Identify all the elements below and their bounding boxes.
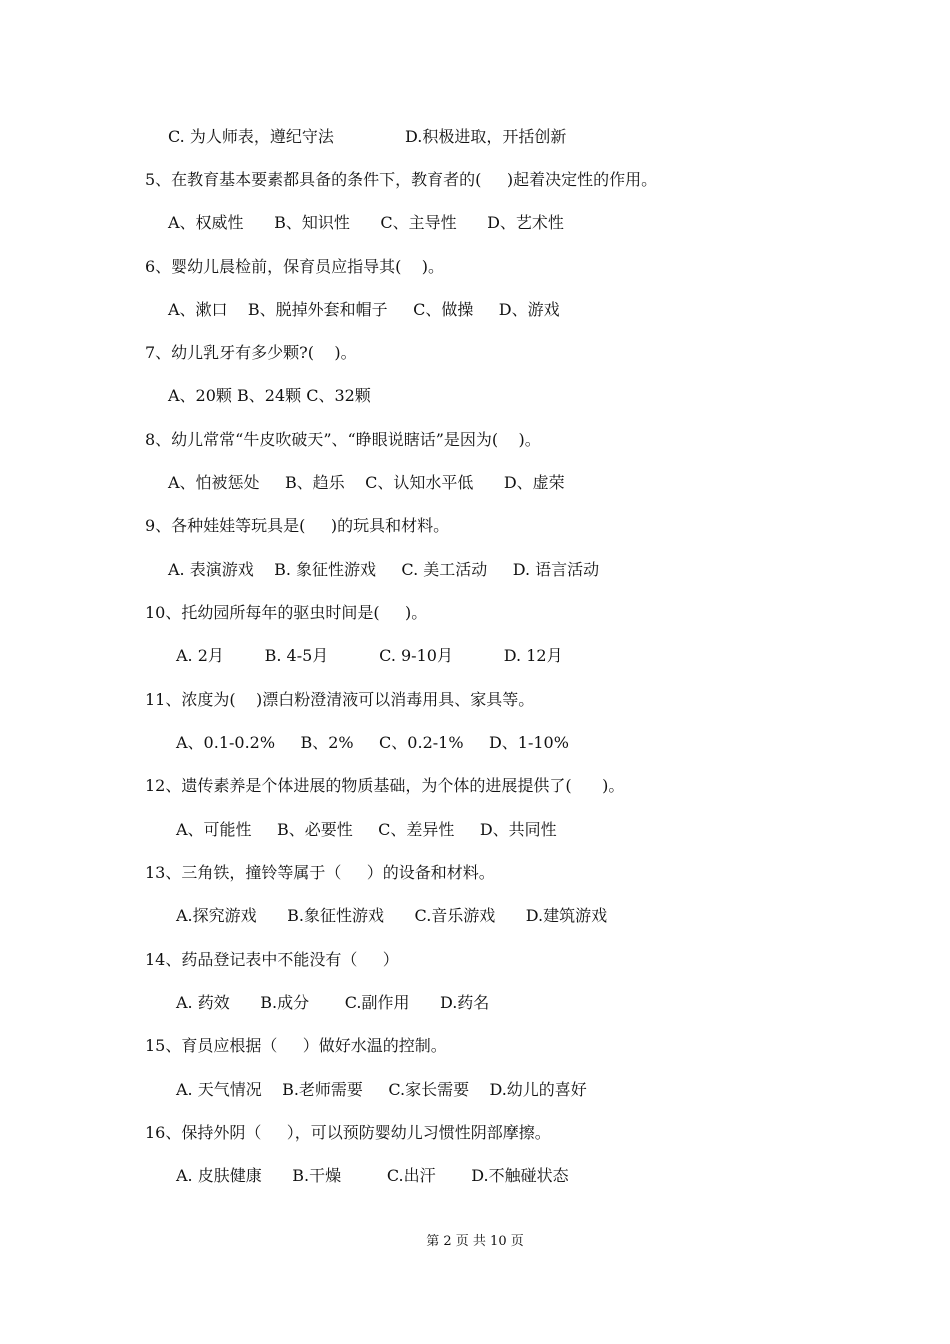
question-5: 5、在教育基本要素都具备的条件下，教育者的( )起着决定性的作用。	[145, 170, 658, 189]
question-11: 11、浓度为( )漂白粉澄清液可以消毒用具、家具等。	[145, 690, 535, 709]
question-14-options: A. 药效 B.成分 C.副作用 D.药名	[176, 993, 490, 1012]
question-11-options: A、0.1-0.2% B、2% C、0.2-1% D、1-10%	[176, 733, 569, 752]
question-4-options: C. 为人师表，遵纪守法 D.积极进取，开括创新	[168, 127, 567, 146]
page-footer: 第 2 页 共 10 页	[426, 1234, 524, 1249]
question-16: 16、保持外阴（ ），可以预防婴幼儿习惯性阴部摩擦。	[145, 1123, 551, 1142]
question-10: 10、托幼园所每年的驱虫时间是( )。	[145, 603, 428, 622]
question-16-options: A. 皮肤健康 B.干燥 C.出汗 D.不触碰状态	[176, 1166, 569, 1185]
question-9-options: A. 表演游戏 B. 象征性游戏 C. 美工活动 D. 语言活动	[168, 560, 600, 579]
question-12: 12、遗传素养是个体进展的物质基础，为个体的进展提供了( )。	[145, 776, 625, 795]
question-5-options: A、权威性 B、知识性 C、主导性 D、艺术性	[168, 213, 564, 232]
question-13: 13、三角铁，撞铃等属于（ ）的设备和材料。	[145, 863, 495, 882]
question-15: 15、育员应根据（ ）做好水温的控制。	[145, 1036, 447, 1055]
question-7-options: A、20颗 B、24颗 C、32颗	[168, 386, 371, 405]
question-8-options: A、怕被惩处 B、趋乐 C、认知水平低 D、虚荣	[168, 473, 565, 492]
question-6-options: A、漱口 B、脱掉外套和帽子 C、做操 D、游戏	[168, 300, 560, 319]
question-8: 8、幼儿常常“牛皮吹破天”、“睁眼说瞎话”是因为( )。	[145, 430, 541, 449]
question-14: 14、药品登记表中不能没有（ ）	[145, 950, 399, 969]
question-6: 6、婴幼儿晨检前，保育员应指导其( )。	[145, 257, 445, 276]
question-9: 9、各种娃娃等玩具是( )的玩具和材料。	[145, 516, 450, 535]
question-7: 7、幼儿乳牙有多少颗?( )。	[145, 343, 357, 362]
question-13-options: A.探究游戏 B.象征性游戏 C.音乐游戏 D.建筑游戏	[176, 906, 608, 925]
question-12-options: A、可能性 B、必要性 C、差异性 D、共同性	[176, 820, 557, 839]
question-10-options: A. 2月 B. 4-5月 C. 9-10月 D. 12月	[176, 646, 563, 665]
question-15-options: A. 天气情况 B.老师需要 C.家长需要 D.幼儿的喜好	[176, 1080, 587, 1099]
